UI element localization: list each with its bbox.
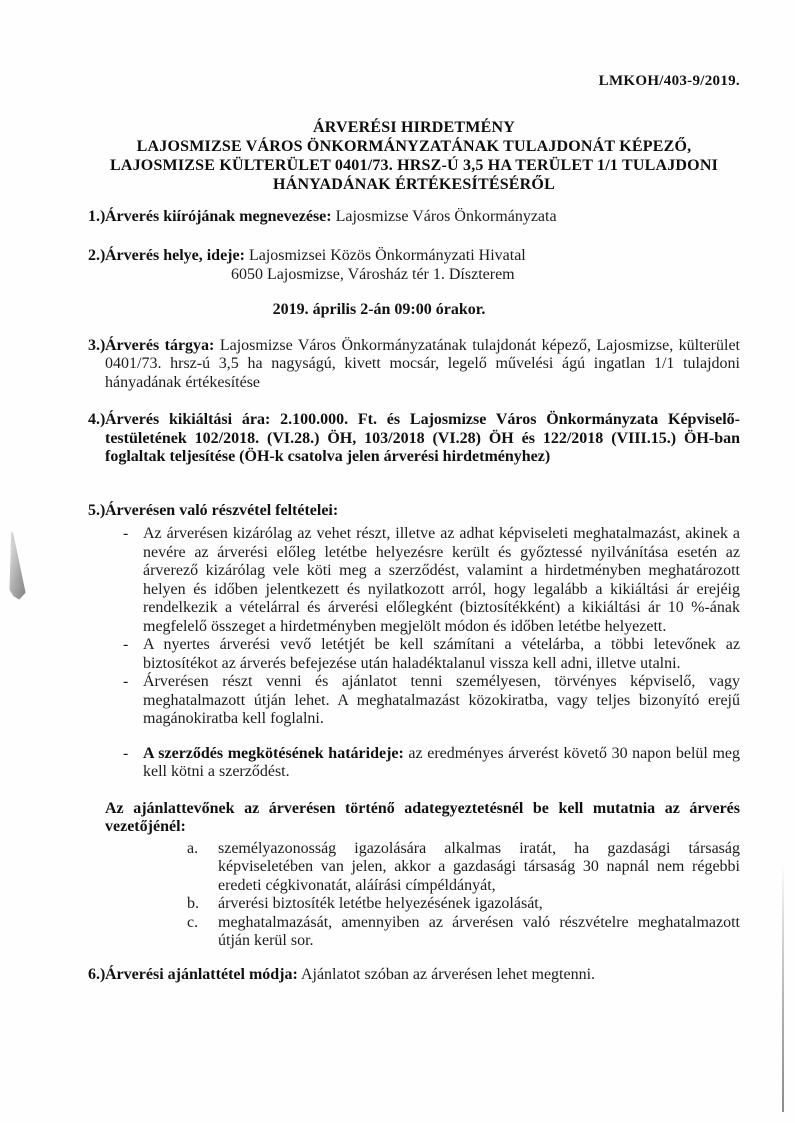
item-5-label: Árverésen való részvétel feltételei: xyxy=(105,501,339,519)
item-4-text: Árverés kikiáltási ára: 2.100.000. Ft. és Lajosmizse Város Önkormányzata Képviselő-testületének 102/2018. (VI.28.) ÖH, 103/2018 (VI.28) ÖH és 122/2018 (VIII.15.) ÖH-ban foglaltak teljesítése (ÖH-k csatolva jelen árverési hirdetményhez) xyxy=(105,411,740,465)
bullet-4-rest: az eredményes árverést követő 30 napon belül meg kell kötni a szerződést. xyxy=(143,744,740,780)
section-item-5 xyxy=(88,502,740,782)
item-2-text: Lajosmizsei Közös Önkormányzati Hivatal xyxy=(248,247,526,264)
bullet-text-1: Az árverésen kizárólag az vehet részt, illetve az adhat képviseleti meghatalmazást, akinek a nevére az árverési előleg letétbe helyezésre került és győztessé nyilvánítása esetén az árverező kizárólag vele köti meg a szerződést, valamint a hirdetményben meghatározott helyen és időben jelentkezett és nyilatkozott arról, hogy legalább a kikiáltási ár erejéig rendelkezik a vételárral és árverési előlegként (biztosítékként) a kikiáltási ár 10 %-ának megfelelő összeget a hirdetményben megjelölt módon és időben letétbe helyezett. xyxy=(143,525,740,635)
item-6-number: 6.) xyxy=(88,965,106,983)
title-line-1: ÁRVERÉSI HIRDETMÉNY xyxy=(313,118,515,136)
item-4-body xyxy=(105,411,740,467)
section-item-2 xyxy=(88,247,740,284)
bullet-dash-4: - xyxy=(123,744,129,762)
item-3-number: 3.) xyxy=(88,336,106,354)
note-sublist xyxy=(105,840,740,951)
bullet-dash-3: - xyxy=(123,673,129,690)
subitem-b xyxy=(105,895,740,914)
item-2-number: 2.) xyxy=(88,247,106,264)
subitem-c xyxy=(105,914,740,951)
subitem-b-marker: b. xyxy=(187,895,199,912)
scan-smudge-artifact xyxy=(8,531,26,601)
item-6-body xyxy=(105,966,740,985)
bullet-dash-1: - xyxy=(123,525,129,542)
subitem-b-text: árverési biztosíték letétbe helyezésének igazolását, xyxy=(218,895,543,912)
section-item-6 xyxy=(88,966,740,985)
bullet-item-3 xyxy=(105,673,740,729)
item-2-line-2: 6050 Lajosmizse, Városház tér 1. Díszterem xyxy=(231,265,515,283)
title-line-3: LAJOSMIZSE KÜLTERÜLET 0401/73. HRSZ-Ú 3,5 HA TERÜLET 1/1 TULAJDONI xyxy=(109,156,719,174)
subitem-c-marker: c. xyxy=(187,913,199,931)
document-title xyxy=(88,118,740,194)
item-3-body xyxy=(105,337,740,393)
bullet-4-lead: A szerződés megkötésének határideje: xyxy=(143,744,404,762)
auction-datetime: 2019. április 2-án 09:00 órakor. xyxy=(272,301,486,318)
document-content xyxy=(88,72,740,984)
title-line-4: HÁNYADÁNAK ÉRTÉKESÍTÉSÉRŐL xyxy=(273,175,555,193)
item-2-label: Árverés helye, ideje: xyxy=(105,247,245,264)
bullet-text-3: Árverésen részt venni és ajánlatot tenni személyesen, törvényes képviselő, vagy meghatalmazott útján lehet. A meghatalmazást közokiratba, vagy teljes bizonyító erejű magánokiratba kell foglalni. xyxy=(143,673,740,727)
section-item-4 xyxy=(88,411,740,467)
item-1-number: 1.) xyxy=(88,207,106,225)
subitem-c-text: meghatalmazását, amennyiben az árverésen való részvételre meghatalmazott útján kerül sor. xyxy=(218,913,740,949)
item-2-line-1 xyxy=(105,247,740,266)
title-line-2: LAJOSMIZSE VÁROS ÖNKORMÁNYZATÁNAK TULAJDONÁT KÉPEZŐ, xyxy=(136,137,692,155)
item-1-body xyxy=(105,208,740,227)
note-heading: Az ajánlattevőnek az árverésen történő adategyeztetésnél be kell mutatnia az árverés vezetőjénél: xyxy=(105,799,740,835)
section-item-1 xyxy=(88,208,740,227)
item-5-number: 5.) xyxy=(88,501,106,519)
item-3-label: Árverés tárgya: xyxy=(105,336,215,354)
item-4-number: 4.) xyxy=(88,411,106,428)
item-3-text: Lajosmizse Város Önkormányzatának tulajdonát képező, Lajosmizse, külterület 0401/73. hrsz-ú 3,5 ha nagyságú, kivett mocsár, legelő művelési ágú ingatlan 1/1 tulajdoni hányadának értékesítése xyxy=(105,336,740,391)
bullet-text-2: A nyertes árverési vevő letétjét be kell számítani a vételárba, a többi letevőnek az biztosítékot az árverés befejezése után haladéktalanul vissza kell adni, illetve utalni. xyxy=(143,636,740,672)
item-2-body xyxy=(105,247,740,284)
item-1-label: Árverés kiírójának megnevezése: xyxy=(105,207,332,225)
item-1-text: Lajosmizse Város Önkormányzata xyxy=(335,207,557,225)
item-6-label: Árverési ajánlattétel módja: xyxy=(105,965,298,983)
bullet-item-1 xyxy=(105,525,740,636)
bullet-item-4 xyxy=(105,745,740,782)
document-reference-number: LMKOH/403-9/2019. xyxy=(598,73,740,89)
item-5-body xyxy=(105,502,740,782)
bullet-dash-2: - xyxy=(123,636,129,653)
item-6-text: Ajánlatot szóban az árverésen lehet megtenni. xyxy=(300,965,596,983)
bullet-item-2 xyxy=(105,636,740,673)
subitem-a-marker: a. xyxy=(187,839,199,857)
subitem-a-text: személyazonosság igazolására alkalmas iratát, ha gazdasági társaság képviseletében van jelen, akkor a gazdasági társaság 30 napnál nem régebbi eredeti cégkivonatát, aláírási címpéldányát, xyxy=(218,839,740,894)
item-5-bullet-list xyxy=(105,525,740,782)
section-item-3 xyxy=(88,337,740,393)
subitem-a xyxy=(105,840,740,896)
bullet-text-4 xyxy=(143,745,740,782)
bidder-requirements-note xyxy=(88,800,740,951)
scan-line-artifact xyxy=(782,862,784,1112)
